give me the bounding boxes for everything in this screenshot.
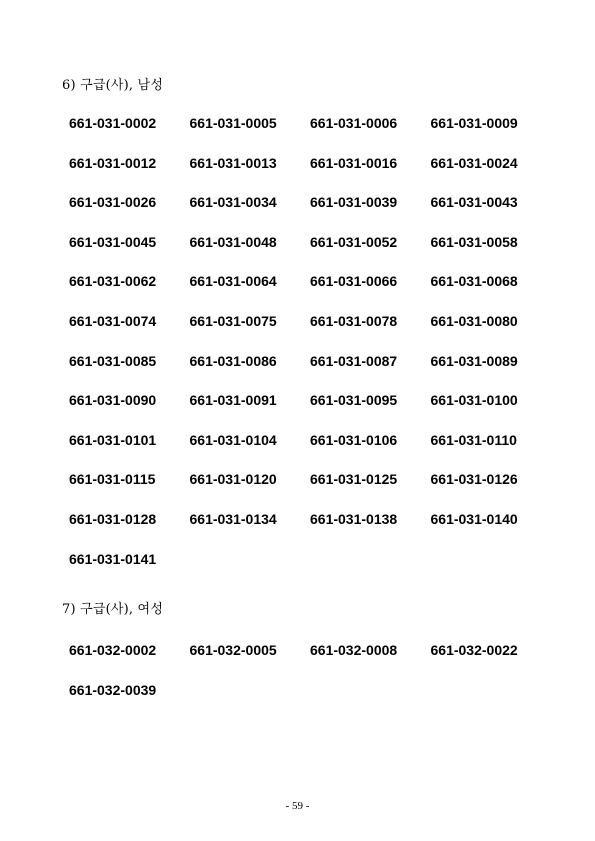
code-item: 661-031-0034	[189, 194, 277, 211]
code-row	[69, 432, 569, 472]
code-row	[69, 642, 569, 682]
code-item: 661-032-0005	[189, 642, 277, 658]
code-item: 661-031-0045	[69, 233, 157, 250]
code-row	[69, 273, 569, 313]
code-row	[69, 511, 569, 551]
code-row	[69, 471, 569, 511]
code-item: 661-031-0026	[69, 194, 157, 211]
code-row	[69, 353, 569, 393]
code-item: 661-031-0090	[69, 392, 157, 409]
code-row	[69, 155, 569, 195]
code-item: 661-032-0022	[430, 642, 518, 658]
code-item: 661-031-0016	[310, 154, 398, 171]
code-item: 661-031-0115	[69, 471, 156, 488]
code-grid-female	[69, 642, 569, 721]
code-grid-male	[69, 115, 569, 590]
code-item: 661-032-0008	[310, 642, 398, 658]
code-item: 661-031-0009	[430, 115, 518, 131]
code-item: 661-031-0089	[430, 352, 518, 369]
code-item: 661-031-0134	[189, 510, 277, 527]
code-row	[69, 551, 569, 591]
code-item: 661-031-0068	[430, 273, 518, 290]
code-row	[69, 682, 569, 722]
code-item: 661-031-0128	[69, 510, 157, 527]
code-item: 661-031-0024	[430, 154, 518, 171]
code-item: 661-031-0012	[69, 154, 157, 171]
code-item: 661-031-0091	[189, 392, 277, 409]
code-item: 661-031-0101	[69, 431, 157, 448]
code-item: 661-031-0078	[310, 312, 398, 329]
code-row	[69, 234, 569, 274]
code-item: 661-031-0062	[69, 273, 157, 290]
code-item: 661-031-0138	[310, 510, 398, 527]
code-item: 661-031-0074	[69, 312, 157, 329]
code-item: 661-031-0075	[189, 312, 277, 329]
code-item: 661-031-0086	[189, 352, 277, 369]
code-item: 661-031-0039	[310, 194, 398, 211]
code-item: 661-031-0048	[189, 233, 277, 250]
code-item: 661-031-0052	[310, 233, 398, 250]
code-item: 661-031-0005	[189, 115, 277, 131]
code-item: 661-031-0100	[430, 392, 518, 409]
page-number: - 59 -	[285, 800, 310, 812]
code-item: 661-031-0095	[310, 392, 398, 409]
code-item: 661-031-0125	[310, 471, 398, 488]
code-item: 661-032-0002	[69, 642, 157, 658]
code-item: 661-031-0110	[430, 431, 517, 448]
section-heading-female: 7) 구급(사), 여성	[62, 602, 164, 617]
code-item: 661-031-0043	[430, 194, 518, 211]
code-item: 661-031-0087	[310, 352, 398, 369]
code-item: 661-031-0013	[189, 154, 277, 171]
code-item: 661-031-0006	[310, 115, 398, 131]
code-item: 661-031-0066	[310, 273, 398, 290]
code-item: 661-031-0141	[69, 550, 157, 567]
code-row	[69, 313, 569, 353]
code-item: 661-032-0039	[69, 681, 157, 698]
code-item: 661-031-0080	[430, 312, 518, 329]
code-item: 661-031-0002	[69, 115, 157, 131]
code-item: 661-031-0140	[430, 510, 518, 527]
code-row	[69, 392, 569, 432]
code-item: 661-031-0085	[69, 352, 157, 369]
code-item: 661-031-0126	[430, 471, 518, 488]
code-item: 661-031-0058	[430, 233, 518, 250]
code-item: 661-031-0064	[189, 273, 277, 290]
code-item: 661-031-0106	[310, 431, 398, 448]
section-heading-male: 6) 구급(사), 남성	[62, 78, 164, 93]
code-item: 661-031-0104	[189, 431, 277, 448]
code-row	[69, 115, 569, 155]
code-item: 661-031-0120	[189, 471, 277, 488]
code-row	[69, 194, 569, 234]
